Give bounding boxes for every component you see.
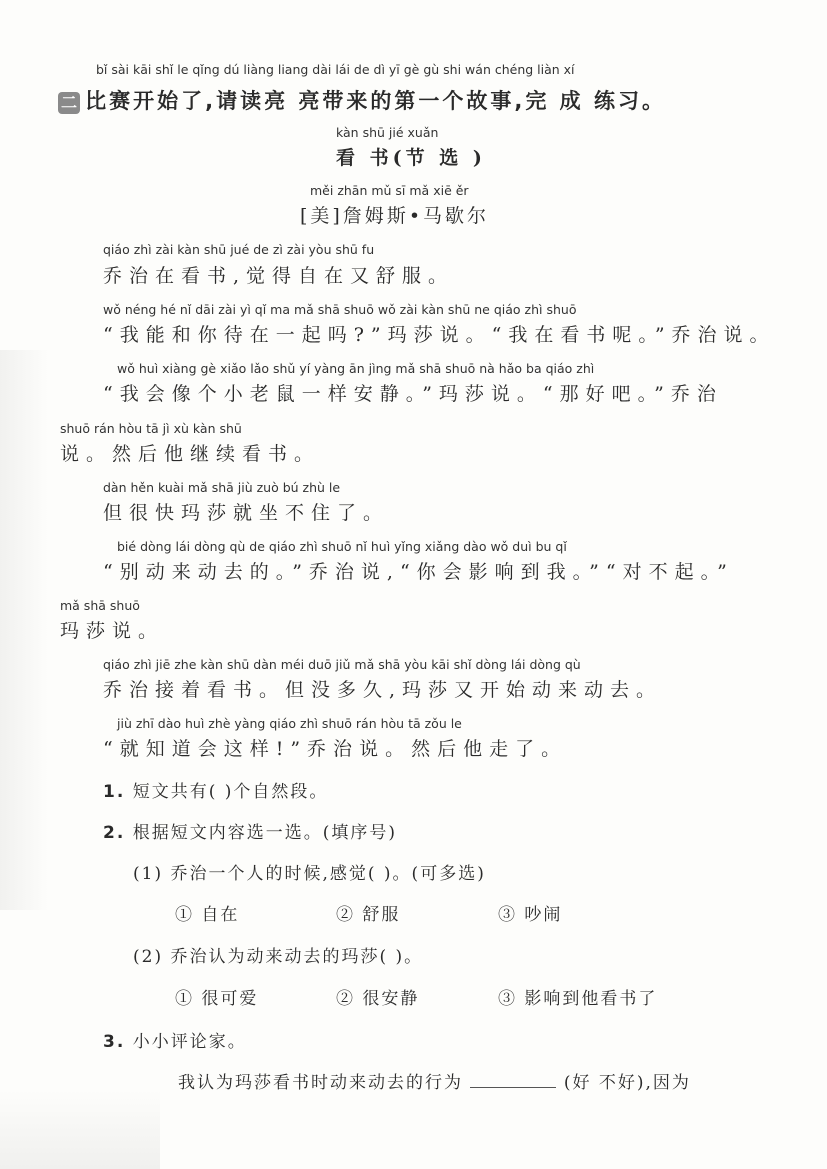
question-number: 1. xyxy=(103,782,126,802)
instruction-pinyin: bǐ sài kāi shǐ le qǐng dú liàng liang dài lái de dì yī gè gù shi wán chéng liàn xí xyxy=(96,62,575,77)
story-line-pinyin: jiù zhī dào huì zhè yàng qiáo zhì shuō rán hòu tā zǒu le xyxy=(117,716,462,731)
author-pinyin: měi zhān mǔ sī mǎ xiē ěr xyxy=(310,183,469,198)
story-line: 说。然后他继续看书。 xyxy=(60,443,321,465)
question-text: 根据短文内容选一选。(填序号) xyxy=(132,823,397,843)
story-line-pinyin: qiáo zhì zài kàn shū jué de zì zài yòu shū fu xyxy=(103,242,375,257)
story-line: 但很快玛莎就坐不住了。 xyxy=(103,502,390,524)
story-line: “我能和你待在一起吗?”玛莎说。“我在看书呢。”乔治说。 xyxy=(103,324,776,346)
story-author: [美]詹姆斯•马歇尔 xyxy=(300,205,490,227)
story-line: 乔治在看书,觉得自在又舒服。 xyxy=(103,265,455,287)
story-line-pinyin: shuō rán hòu tā jì xù kàn shū xyxy=(60,421,242,436)
story-line: “就知道会这样!”乔治说。然后他走了。 xyxy=(103,738,568,760)
page-shadow xyxy=(0,350,48,910)
story-line: 乔治接着看书。但没多久,玛莎又开始动来动去。 xyxy=(103,679,663,701)
answer-blank[interactable] xyxy=(470,1071,556,1088)
story-line-pinyin: qiáo zhì jiē zhe kàn shū dàn méi duō jiǔ mǎ shā yòu kāi shǐ dòng lái dòng qù xyxy=(103,657,581,672)
question-2 xyxy=(103,818,397,843)
question-3-answer-line xyxy=(178,1068,691,1093)
option: ③ 影响到他看书了 xyxy=(498,989,658,1009)
option: ③ 吵闹 xyxy=(498,905,563,925)
story-line: “我会像个小老鼠一样安静。”玛莎说。“那好吧。”乔治 xyxy=(103,383,723,405)
question-2-sub-1: (1) 乔治一个人的时候,感觉( )。(可多选) xyxy=(133,864,486,884)
story-line-pinyin: mǎ shā shuō xyxy=(60,598,140,613)
story-line-pinyin: wǒ néng hé nǐ dāi zài yì qǐ ma mǎ shā shuō wǒ zài kàn shū ne qiáo zhì shuō xyxy=(103,302,577,317)
story-line: 玛莎说。 xyxy=(60,620,165,642)
option: ① 很可爱 xyxy=(175,989,259,1009)
question-text: 小小评论家。 xyxy=(132,1032,247,1052)
question-number: 3. xyxy=(103,1032,126,1052)
option: ② 很安静 xyxy=(336,989,420,1009)
story-line: “别动来动去的。”乔治说,“你会影响到我。”“对不起。” xyxy=(103,561,734,583)
answer-suffix: (好 不好),因为 xyxy=(563,1073,691,1093)
question-2-sub-2: (2) 乔治认为动来动去的玛莎( )。 xyxy=(133,947,424,967)
story-title: 看 书(节 选 ) xyxy=(336,147,486,169)
story-line-pinyin: wǒ huì xiàng gè xiǎo lǎo shǔ yí yàng ān jìng mǎ shā shuō nà hǎo ba qiáo zhì xyxy=(117,361,595,376)
section-instruction: 比赛开始了,请读亮 亮带来的第一个故事,完 成 练习。 xyxy=(85,89,666,113)
story-line-pinyin: dàn hěn kuài mǎ shā jiù zuò bú zhù le xyxy=(103,480,341,495)
question-1 xyxy=(103,777,328,802)
question-3 xyxy=(103,1027,247,1052)
title-pinyin: kàn shū jié xuǎn xyxy=(336,125,439,140)
answer-prefix: 我认为玛莎看书时动来动去的行为 xyxy=(178,1073,463,1093)
option: ② 舒服 xyxy=(336,905,401,925)
question-number: 2. xyxy=(103,823,126,843)
section-header xyxy=(58,85,666,115)
story-line-pinyin: bié dòng lái dòng qù de qiáo zhì shuō nǐ huì yǐng xiǎng dào wǒ duì bu qǐ xyxy=(117,539,567,554)
page-shadow-bottom xyxy=(0,1090,160,1169)
option: ① 自在 xyxy=(175,905,240,925)
question-text: 短文共有( )个自然段。 xyxy=(132,782,329,802)
section-number-badge: 二 xyxy=(58,92,80,114)
